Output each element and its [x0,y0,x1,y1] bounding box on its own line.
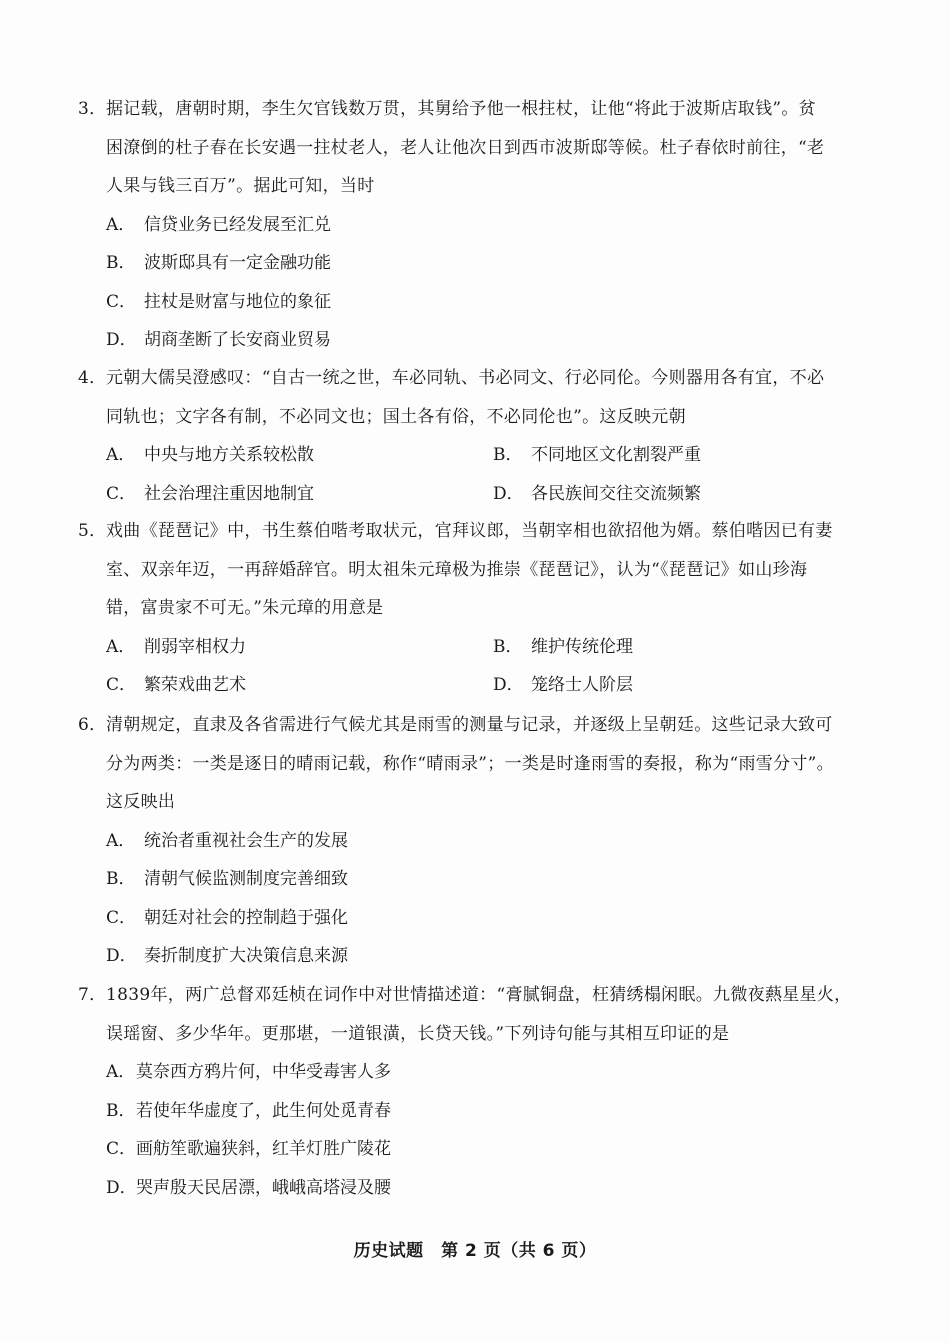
question-4 [78,359,898,513]
stem-text: 同轨也；文字各有制，不必同文也；国土各有俗，不必同伦也”。这反映元朝 [106,406,686,427]
option-letter: B． [493,636,523,657]
stem-text: 据记载，唐朝时期，李生欠官钱数万贯，其舅给予他一根拄杖，让他“将此于波斯店取钱”。贫 [106,99,816,119]
question-number: 7． [78,985,107,1005]
option-d [78,321,898,360]
option-c [106,475,314,514]
option-c [78,899,898,938]
question-stem-line [78,976,898,1015]
option-a [78,1053,898,1092]
question-stem-line [78,783,898,822]
option-row [78,628,898,667]
option-text: 笼络士人阶层 [531,675,633,695]
option-text: 社会治理注重因地制宜 [144,483,314,504]
question-number: 4． [78,368,107,388]
question-stem-line [78,398,898,437]
stem-text: 分为两类：一类是逐日的晴雨记载，称作“晴雨录”；一类是时逢雨雪的奏报，称为“雨雪分寸”。 [106,753,834,774]
question-number: 3． [78,99,107,119]
option-text: 中央与地方关系较松散 [144,445,314,465]
option-b [78,1092,898,1131]
question-3 [78,90,898,360]
stem-text: 误瑶窗、多少华年。更那堪，一道银潢，长贷天钱。”下列诗句能与其相互印证的是 [106,1023,730,1044]
option-d [78,1169,898,1208]
option-text: 若使年华虚度了，此生何处觅青春 [136,1100,391,1121]
option-letter: D． [493,483,524,504]
option-text: 画舫笙歌遍狭斜，红羊灯胜广陵花 [136,1139,391,1159]
option-letter: D． [106,330,137,350]
question-stem-line [78,359,898,398]
option-text: 信贷业务已经发展至汇兑 [144,214,331,235]
option-text: 统治者重视社会生产的发展 [144,830,348,851]
option-row [78,436,898,475]
question-stem-line [78,129,898,168]
option-a [106,436,314,475]
option-b [78,860,898,899]
option-b [493,628,633,667]
question-6 [78,706,898,976]
option-letter: B． [106,1100,136,1121]
option-letter: A． [106,830,136,851]
option-letter: D． [493,675,524,695]
option-letter: C． [106,483,137,504]
option-letter: B． [106,253,136,273]
option-c [78,1130,898,1169]
option-letter: A． [106,445,136,465]
question-stem-line [78,551,898,590]
option-d [493,666,633,705]
stem-text: 困潦倒的杜子春在长安遇一拄杖老人，老人让他次日到西市波斯邸等候。杜子春依时前往，“老 [106,137,825,158]
option-letter: D． [106,946,137,966]
option-text: 不同地区文化割裂严重 [531,445,701,465]
option-text: 波斯邸具有一定金融功能 [144,253,331,273]
question-stem-line [78,589,898,628]
stem-text: 1839年，两广总督邓廷桢在词作中对世情描述道：“膏腻铜盘，枉猜绣榻闲眠。九微夜爇星星火， [106,985,852,1005]
option-a [78,206,898,245]
option-d [78,937,898,976]
option-a [78,822,898,861]
option-d [493,475,701,514]
option-letter: C． [106,675,137,695]
option-text: 维护传统伦理 [531,636,633,657]
stem-text: 错，富贵家不可无。”朱元璋的用意是 [106,598,384,618]
stem-text: 这反映出 [106,792,176,812]
question-5 [78,512,898,705]
question-stem-line [78,90,898,129]
option-a [106,628,246,667]
option-letter: C． [106,907,137,928]
option-letter: A． [106,636,136,657]
question-stem-line [78,745,898,784]
question-7 [78,976,898,1207]
option-text: 莫奈西方鸦片何，中华受毒害人多 [136,1062,391,1082]
option-text: 哭声殷天民居漂，峨峨高塔浸及腰 [136,1177,391,1198]
option-row [78,475,898,514]
option-row [78,666,898,705]
stem-text: 人果与钱三百万”。据此可知，当时 [106,176,375,196]
stem-text: 室、双亲年迈，一再辞婚辞官。明太祖朱元璋极为推崇《琵琶记》，认为“《琵琶记》如山珍海 [106,559,808,580]
question-stem-line [78,512,898,551]
question-stem-line [78,1015,898,1054]
option-text: 削弱宰相权力 [144,636,246,657]
question-number: 6． [78,715,107,735]
option-b [493,436,701,475]
option-letter: B． [106,869,136,889]
question-number: 5． [78,521,107,541]
page-footer: 历史试题 第 2 页（共 6 页） [353,1241,597,1261]
option-text: 清朝气候监测制度完善细致 [144,869,348,889]
option-letter: D． [106,1177,137,1198]
option-text: 拄杖是财富与地位的象征 [144,291,331,312]
option-letter: A． [106,214,136,235]
question-stem-line [78,706,898,745]
option-letter: B． [493,445,523,465]
stem-text: 元朝大儒吴澄感叹：“自古一统之世，车必同轨、书必同文、行必同伦。今则器用各有宜，不必 [106,368,825,388]
option-b [78,244,898,283]
option-c [78,283,898,322]
option-text: 胡商垄断了长安商业贸易 [144,330,331,350]
option-letter: C． [106,291,137,312]
option-letter: C． [106,1139,137,1159]
option-text: 各民族间交往交流频繁 [531,483,701,504]
question-stem-line [78,167,898,206]
stem-text: 清朝规定，直隶及各省需进行气候尤其是雨雪的测量与记录，并逐级上呈朝廷。这些记录大致可 [106,715,833,735]
option-letter: A． [106,1062,136,1082]
option-text: 繁荣戏曲艺术 [144,675,246,695]
option-c [106,666,246,705]
stem-text: 戏曲《琵琶记》中，书生蔡伯喈考取状元，官拜议郎，当朝宰相也欲招他为婿。蔡伯喈因已有妻 [106,521,833,541]
option-text: 朝廷对社会的控制趋于强化 [144,907,348,928]
option-text: 奏折制度扩大决策信息来源 [144,946,348,966]
